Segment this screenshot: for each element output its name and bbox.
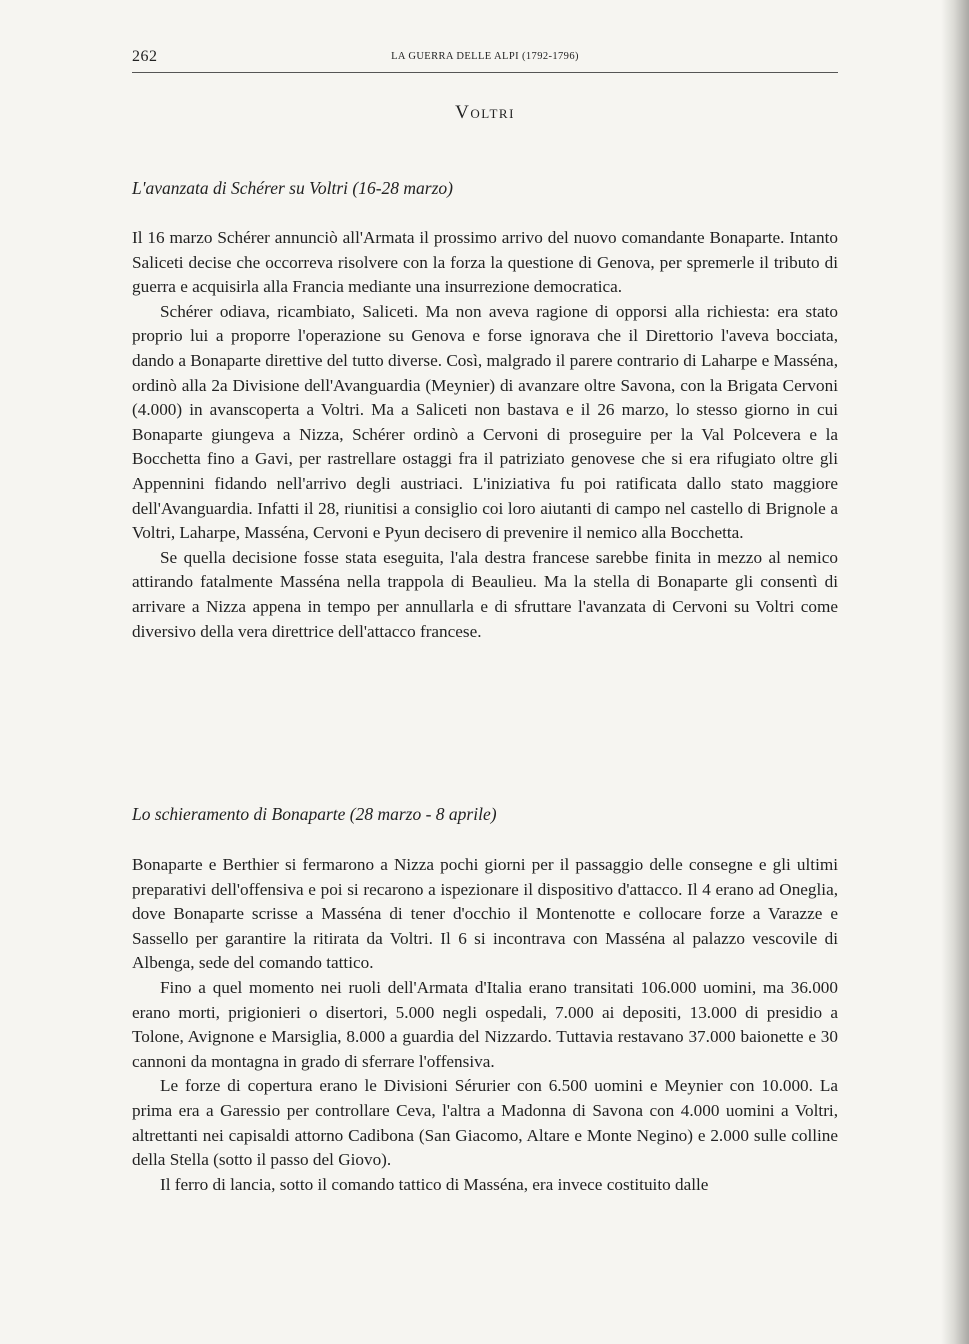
section-body-2 — [132, 853, 838, 1197]
paragraph: Schérer odiava, ricambiato, Saliceti. Ma non aveva ragione di opporsi alla richiesta: era stato proprio lui a proporre l'operazione su Genova e forse ignorava che il Direttorio l'aveva bocciata, dando a Bonaparte direttive del tutto diverse. Così, malgrado il parere contrario di Laharpe e Masséna, ordinò alla 2a Divisione dell'Avanguardia (Meynier) di avanzare oltre Savona, con la Brigata Cervoni (4.000) in avanscoperta a Voltri. Ma a Saliceti non bastava e il 26 marzo, lo stesso giorno in cui Bonaparte giungeva a Nizza, Schérer ordinò a Cervoni di proseguire per la Val Polcevera e la Bocchetta fino a Gavi, per rastrellare ostaggi fra il patriziato genovese che si era rifugiato oltre gli Appennini fidando nell'arrivo degli austriaci. L'iniziativa fu poi ratificata dallo stato maggiore dell'Avanguardia. Infatti il 28, riunitisi a consiglio coi loro aiutanti di campo nel castello di Brignole a Voltri, Laharpe, Masséna, Cervoni e Pyun decisero di prevenire il nemico alla Bocchetta. — [132, 301, 838, 543]
chapter-title: Voltri — [455, 102, 515, 123]
section-body-1 — [132, 226, 838, 644]
paragraph: Fino a quel momento nei ruoli dell'Armata d'Italia erano transitati 106.000 uomini, ma 36.000 erano morti, prigionieri o disertori, 5.000 negli ospedali, 7.000 ai depositi, 13.000 di presidio a Tolone, Avignone e Marsiglia, 8.000 a guardia del Nizzardo. Tuttavia restavano 37.000 baionette e 30 cannoni da montagna in grado di sferrare l'offensiva. — [132, 977, 838, 1071]
paragraph: Bonaparte e Berthier si fermarono a Nizza pochi giorni per il passaggio delle consegne e gli ultimi preparativi dell'offensiva e poi si recarono a ispezionare il dispositivo d'attacco. Il 4 erano ad Oneglia, dove Bonaparte scrisse a Masséna di tener d'occhio il Montenotte e collocare forze a Varazze e Sassello per garantire la ritirata da Voltri. Il 6 si incontrava con Masséna al palazzo vescovile di Albenga, sede del comando tattico. — [132, 855, 838, 973]
paragraph: Se quella decisione fosse stata eseguita, l'ala destra francese sarebbe finita in mezzo al nemico attirando fatalmente Masséna nella trappola di Beaulieu. Ma la stella di Bonaparte gli consentì di arrivare a Nizza appena in tempo per annullarla e di sfruttare l'avanzata di Cervoni su Voltri come diversivo della vera direttrice dell'attacco francese. — [132, 547, 838, 641]
paragraph: Il ferro di lancia, sotto il comando tattico di Masséna, era invece costituito dalle — [160, 1174, 709, 1194]
paragraph: Il 16 marzo Schérer annunciò all'Armata il prossimo arrivo del nuovo comandante Bonaparte. Intanto Saliceti decise che occorreva risolvere con la forza la questione di Genova, per spremerle il tributo di guerra e acquisirla alla Francia mediante una insurrezione democratica. — [132, 228, 838, 297]
section-title-1: L'avanzata di Schérer su Voltri (16-28 marzo) — [132, 178, 453, 198]
page-header — [132, 46, 838, 73]
running-title: LA GUERRA DELLE ALPI (1792-1796) — [391, 51, 579, 62]
page-number: 262 — [132, 48, 158, 65]
section-title-2: Lo schieramento di Bonaparte (28 marzo - 8 aprile) — [132, 804, 497, 824]
paragraph: Le forze di copertura erano le Divisioni Sérurier con 6.500 uomini e Meynier con 10.000. La prima era a Garessio per controllare Ceva, l'altra a Madonna di Savona con 4.000 uomini a Voltri, altrettanti nei capisaldi attorno Cadibona (San Giacomo, Altare e Monte Negino) e 2.000 sulle colline della Stella (sotto il passo del Giovo). — [132, 1076, 838, 1170]
page-edge-shadow — [941, 0, 969, 1344]
